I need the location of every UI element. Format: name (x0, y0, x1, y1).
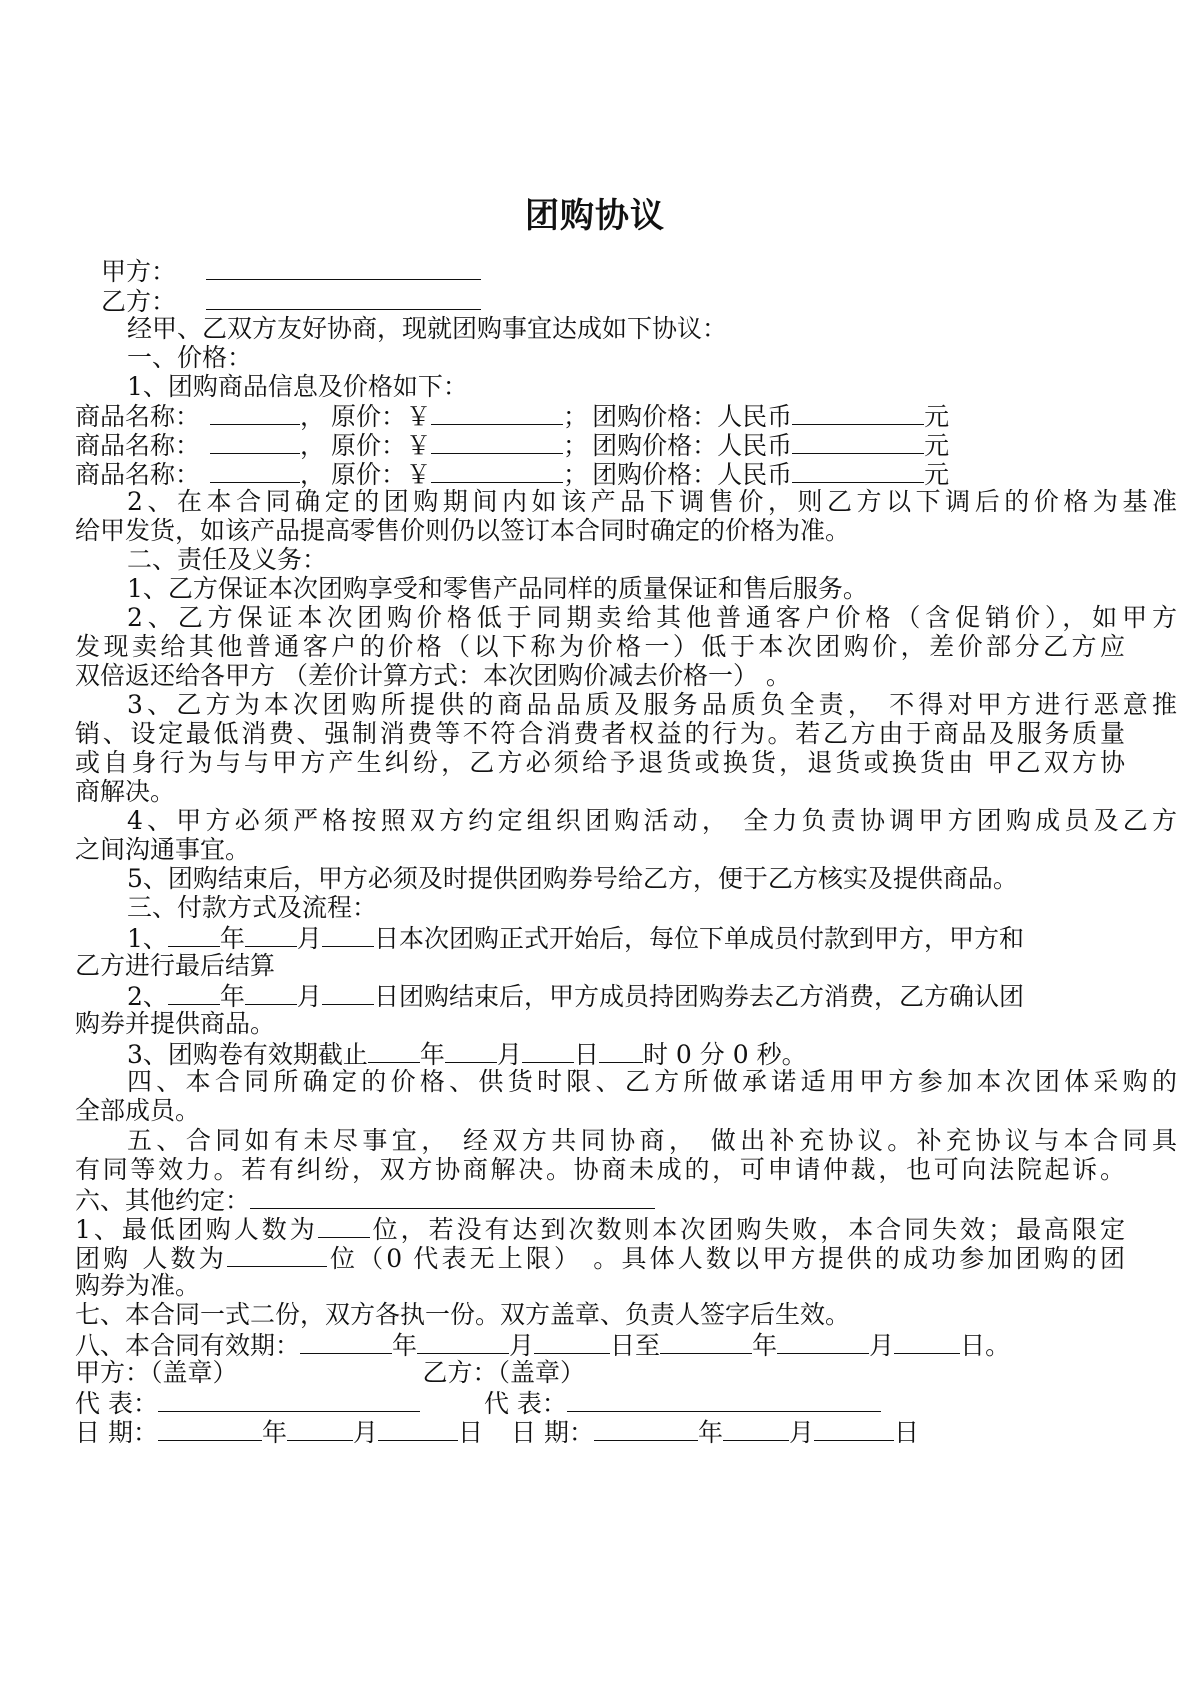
party-a-rep-field[interactable] (158, 1387, 420, 1412)
year-label: 年 (219, 924, 245, 953)
section-2-item-4-cont: 之间沟通事宜。 (75, 835, 251, 864)
party-a-line (75, 255, 1151, 285)
hour-field[interactable] (599, 1038, 643, 1063)
group-price-label: 团购价格：人民币 (592, 431, 793, 460)
group-price-field[interactable] (792, 458, 924, 483)
month-field[interactable] (445, 1038, 497, 1063)
month-label: 月 (496, 1040, 522, 1069)
section-3-item-2-cont: 购券并提供商品。 (75, 1009, 276, 1038)
original-price-field[interactable] (431, 458, 563, 483)
month-label: 月 (296, 924, 322, 953)
original-price-label: 原价：￥ (331, 402, 432, 431)
section-6-item-1-cont: 购券为准。 (75, 1271, 201, 1300)
intro-text: 经甲、乙双方友好协商，现就团购事宜达成如下协议： (127, 314, 728, 343)
original-price-field[interactable] (431, 400, 563, 425)
group-price-field[interactable] (792, 400, 924, 425)
product-row (75, 458, 1125, 488)
month-label: 月 (296, 982, 322, 1011)
end-year-field[interactable] (660, 1329, 752, 1354)
day-label: 日 (373, 982, 399, 1011)
party-a-field[interactable] (206, 255, 481, 280)
start-day-field[interactable] (534, 1329, 610, 1354)
section-3-item-2 (75, 980, 1177, 1010)
year-label: 年 (697, 1418, 723, 1447)
item-number: 1、 (127, 924, 168, 953)
end-label: 日。 (960, 1331, 1011, 1360)
item-text: 位，若没有达到次数则本次团购失败，本合同失效；最高限定 (369, 1215, 1125, 1244)
section-3-item-3 (75, 1038, 1177, 1068)
party-a-label: 甲方： (101, 257, 177, 286)
section-6-heading: 六、其他约定： (75, 1186, 251, 1215)
party-b-line (75, 285, 1151, 315)
party-b-seal-label: 乙方：（盖章） (422, 1358, 586, 1387)
section-6-heading-line (75, 1184, 1125, 1214)
section-8 (75, 1329, 1125, 1359)
start-month-field[interactable] (417, 1329, 509, 1354)
item-text: 团购结束后，甲方成员持团购券去乙方消费，乙方确认团 (398, 982, 1024, 1011)
year-label: 年 (752, 1331, 778, 1360)
section-4: 四、本合同所确定的价格、供货时限、乙方所做承诺适用甲方参加本次团体采购的 (127, 1067, 1177, 1096)
item-text: 位（0 代表无上限） 。具体人数以甲方提供的成功参加团购的团 (326, 1244, 1125, 1273)
item-text: 3、团购卷有效期截止 (127, 1040, 368, 1069)
end-month-field[interactable] (777, 1329, 869, 1354)
day-label: 日 (373, 924, 399, 953)
section-7: 七、本合同一式二份，双方各执一份。双方盖章、负责人签字后生效。 (75, 1300, 851, 1329)
unit-label: 元 (924, 431, 950, 460)
party-b-rep-field[interactable] (567, 1387, 881, 1412)
section-3-heading: 三、付款方式及流程： (127, 893, 378, 922)
party-b-day-field[interactable] (814, 1416, 894, 1441)
party-b-label: 乙方： (101, 287, 177, 316)
section-5-cont: 有同等效力。若有纠纷，双方协商解决。协商未成的，可申请仲裁，也可向法院起诉。 (75, 1155, 1125, 1184)
unit-label: 元 (924, 460, 950, 489)
section-2-item-3-cont: 销、设定最低消费、强制消费等不符合消费者权益的行为。若乙方由于商品及服务质量 (75, 719, 1125, 748)
section-2-item-2: 2、乙方保证本次团购价格低于同期卖给其他普通客户价格（含促销价），如甲方 (127, 603, 1177, 632)
month-field[interactable] (245, 980, 297, 1005)
representative-line (75, 1387, 1125, 1417)
section-1-item-2-cont: 给甲发货，如该产品提高零售价则仍以签订本合同时确定的价格为准。 (75, 516, 851, 545)
item-text: 本次团购正式开始后，每位下单成员付款到甲方，甲方和 (398, 924, 1024, 953)
product-semicolon: ； (563, 460, 589, 489)
section-3-item-1-cont: 乙方进行最后结算 (75, 951, 276, 980)
product-name-label: 商品名称： (75, 402, 201, 431)
day-label: 日 (893, 1418, 919, 1447)
section-4-cont: 全部成员。 (75, 1096, 201, 1125)
product-semicolon: ； (563, 431, 589, 460)
product-semicolon: ； (563, 402, 589, 431)
day-field[interactable] (322, 980, 374, 1005)
month-label: 月 (352, 1418, 378, 1447)
product-row (75, 429, 1125, 459)
section-2-item-3-cont: 或自身行为与与甲方产生纠纷，乙方必须给予退货或换货，退货或换货由 甲乙双方协 (75, 748, 1125, 777)
party-a-day-field[interactable] (378, 1416, 458, 1441)
section-2-item-1: 1、乙方保证本次团购享受和零售产品同样的质量保证和售后服务。 (127, 574, 868, 603)
year-field[interactable] (368, 1038, 420, 1063)
product-comma: ， (300, 460, 326, 489)
to-label: 日至 (610, 1331, 661, 1360)
section-2-item-3: 3、乙方为本次团购所提供的商品品质及服务品质负全责， 不得对甲方进行恶意推 (127, 690, 1177, 719)
section-2-item-4: 4、甲方必须严格按照双方约定组织团购活动， 全力负责协调甲方团购成员及乙方 (127, 806, 1177, 835)
year-label: 年 (392, 1331, 418, 1360)
section-2-item-2-cont: 双倍返还给各甲方 （差价计算方式：本次团购价减去价格一） 。 (75, 661, 791, 690)
product-comma: ， (300, 431, 326, 460)
page-title: 团购协议 (525, 196, 665, 236)
seal-line (75, 1358, 1125, 1388)
party-b-field[interactable] (206, 285, 481, 310)
year-label: 年 (261, 1418, 287, 1447)
section-6-item-1-cont (75, 1242, 1125, 1272)
section-2-item-2-cont: 发现卖给其他普通客户的价格（以下称为价格一）低于本次团购价，差价部分乙方应 (75, 632, 1125, 661)
day-label: 日 (457, 1418, 483, 1447)
start-year-field[interactable] (300, 1329, 392, 1354)
unit-label: 元 (924, 402, 950, 431)
year-label: 年 (419, 1040, 445, 1069)
date-line (75, 1416, 1125, 1446)
party-b-date-label: 日 期： (511, 1418, 594, 1447)
min-people-field[interactable] (318, 1213, 370, 1238)
month-label: 月 (869, 1331, 895, 1360)
group-price-label: 团购价格：人民币 (592, 402, 793, 431)
original-price-field[interactable] (431, 429, 563, 454)
hour-text: 时 0 分 0 秒。 (642, 1040, 807, 1069)
year-field[interactable] (168, 922, 220, 947)
item-text: 团购 人数为 (75, 1244, 227, 1273)
item-number: 2、 (127, 982, 168, 1011)
item-text: 1、最低团购人数为 (75, 1215, 318, 1244)
party-a-seal-label: 甲方：（盖章） (75, 1358, 238, 1387)
section-3-item-1 (75, 922, 1177, 952)
section-1-item-1: 1、团购商品信息及价格如下： (127, 372, 468, 401)
product-name-field[interactable] (210, 429, 300, 454)
party-b-month-field[interactable] (723, 1416, 789, 1441)
party-a-date-label: 日 期： (75, 1418, 158, 1447)
party-a-year-field[interactable] (158, 1416, 262, 1441)
party-a-rep-label: 代 表： (75, 1389, 158, 1418)
month-label: 月 (509, 1331, 535, 1360)
party-b-rep-label: 代 表： (483, 1389, 567, 1418)
product-row (75, 400, 1125, 430)
day-field[interactable] (522, 1038, 574, 1063)
year-field[interactable] (168, 980, 220, 1005)
party-a-month-field[interactable] (287, 1416, 353, 1441)
section-1-item-2: 2、在本合同确定的团购期间内如该产品下调售价，则乙方以下调后的价格为基准 (127, 487, 1177, 516)
section-6-item-1 (75, 1213, 1125, 1243)
section-2-item-3-cont: 商解决。 (75, 777, 176, 806)
end-day-field[interactable] (894, 1329, 960, 1354)
max-people-field[interactable] (227, 1242, 327, 1267)
section-2-item-5: 5、团购结束后，甲方必须及时提供团购券号给乙方，便于乙方核实及提供商品。 (127, 864, 1018, 893)
product-name-field[interactable] (210, 458, 300, 483)
section-5: 五、合同如有未尽事宜， 经双方共同协商， 做出补充协议。补充协议与本合同具 (127, 1126, 1177, 1155)
month-field[interactable] (245, 922, 297, 947)
day-label: 日 (573, 1040, 599, 1069)
group-price-label: 团购价格：人民币 (592, 460, 793, 489)
section-1-heading: 一、价格： (127, 343, 253, 372)
year-label: 年 (219, 982, 245, 1011)
original-price-label: 原价：￥ (331, 431, 432, 460)
product-name-label: 商品名称： (75, 431, 201, 460)
month-label: 月 (788, 1418, 814, 1447)
day-field[interactable] (322, 922, 374, 947)
product-name-label: 商品名称： (75, 460, 201, 489)
original-price-label: 原价：￥ (331, 460, 432, 489)
group-price-field[interactable] (792, 429, 924, 454)
section-2-heading: 二、责任及义务： (127, 545, 328, 574)
product-name-field[interactable] (210, 400, 300, 425)
validity-label: 八、本合同有效期： (75, 1331, 301, 1360)
product-comma: ， (300, 402, 326, 431)
party-b-year-field[interactable] (594, 1416, 698, 1441)
other-terms-field[interactable] (250, 1184, 655, 1209)
